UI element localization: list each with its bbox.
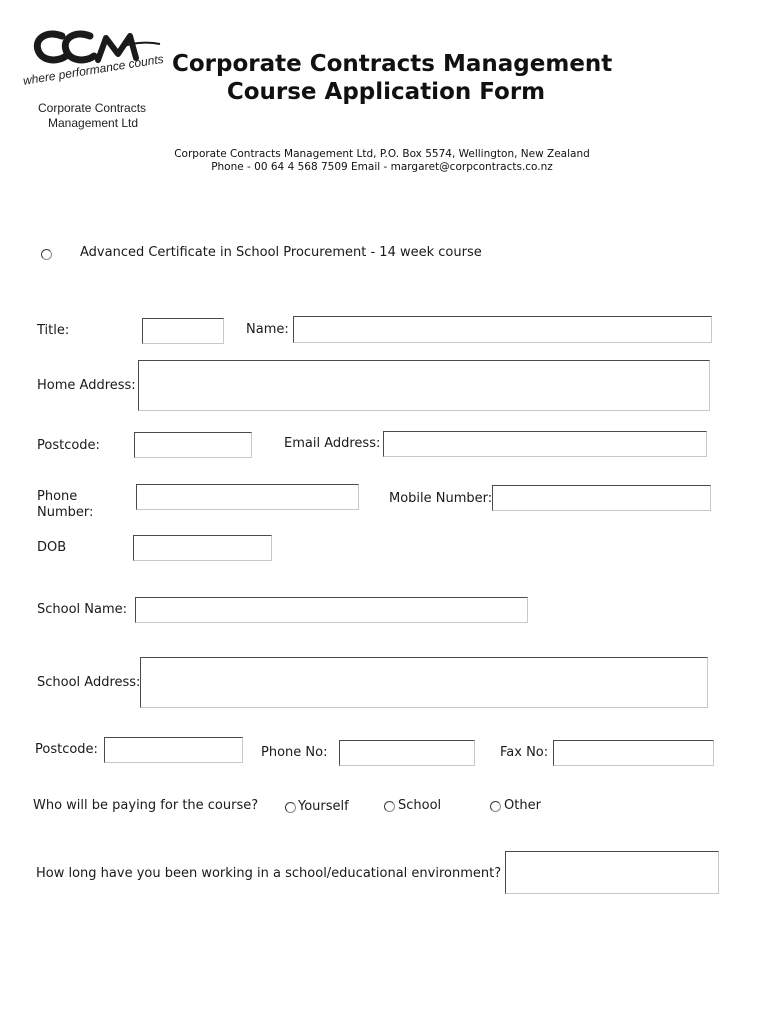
- payer-question: Who will be paying for the course?: [33, 798, 259, 813]
- email-label: Email Address:: [284, 436, 381, 451]
- school-phone-field[interactable]: [339, 740, 475, 766]
- title-field[interactable]: [142, 318, 224, 344]
- contact-address: Corporate Contracts Management Ltd, P.O. Box 5574, Wellington, New Zealand: [174, 148, 590, 160]
- dob-field[interactable]: [133, 535, 272, 561]
- mobile-field[interactable]: [492, 485, 711, 511]
- experience-field[interactable]: [505, 851, 719, 894]
- school-name-label: School Name:: [37, 602, 128, 617]
- school-address-label: School Address:: [37, 675, 141, 690]
- school-postcode-field[interactable]: [104, 737, 243, 763]
- name-field[interactable]: [293, 316, 712, 343]
- home-address-field[interactable]: [138, 360, 710, 411]
- phone-label-line2: Number:: [37, 505, 94, 520]
- company-logo: [20, 30, 170, 130]
- phone-label-line1: Phone: [37, 489, 78, 504]
- postcode-label: Postcode:: [37, 438, 100, 453]
- fax-label: Fax No:: [500, 745, 549, 760]
- fax-field[interactable]: [553, 740, 714, 766]
- logo-company-line2: Management Ltd: [48, 116, 139, 130]
- school-phone-label: Phone No:: [261, 745, 328, 760]
- title-label: Title:: [37, 323, 70, 338]
- email-field[interactable]: [383, 431, 707, 457]
- form-title-line2: Course Application Form: [226, 79, 546, 105]
- name-label: Name:: [246, 322, 289, 337]
- school-address-field[interactable]: [140, 657, 708, 708]
- payer-option-yourself: Yourself: [298, 799, 349, 814]
- payer-radio-school[interactable]: [384, 801, 395, 812]
- phone-field[interactable]: [136, 484, 359, 510]
- experience-question: How long have you been working in a school/educational environment?: [36, 866, 502, 881]
- school-postcode-label: Postcode:: [35, 742, 98, 757]
- school-name-field[interactable]: [135, 597, 528, 623]
- payer-option-other: Other: [504, 798, 541, 813]
- contact-phone-email: Phone - 00 64 4 568 7509 Email - margaret@corpcontracts.co.nz: [211, 161, 553, 173]
- payer-option-school: School: [398, 798, 442, 813]
- dob-label: DOB: [37, 540, 67, 555]
- postcode-field[interactable]: [134, 432, 252, 458]
- payer-radio-other[interactable]: [490, 801, 501, 812]
- form-title-line1: Corporate Contracts Management: [172, 51, 613, 77]
- course-radio[interactable]: [41, 249, 52, 260]
- course-option-label: Advanced Certificate in School Procurement - 14 week course: [80, 245, 482, 260]
- logo-tagline: where performance counts: [22, 51, 165, 88]
- home-address-label: Home Address:: [37, 378, 136, 393]
- logo-company-line1: Corporate Contracts: [38, 101, 147, 115]
- mobile-label: Mobile Number:: [389, 491, 493, 506]
- payer-radio-yourself[interactable]: [285, 802, 296, 813]
